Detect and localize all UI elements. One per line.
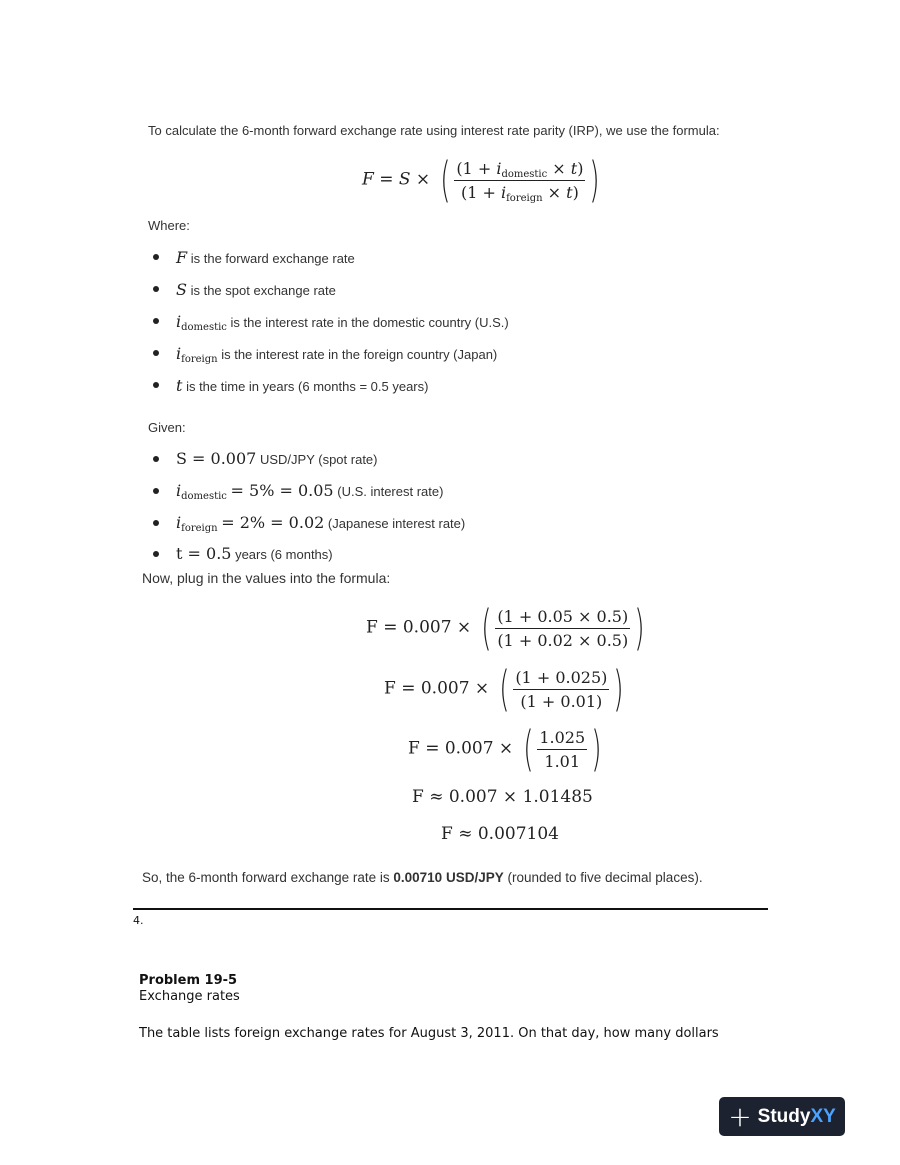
plus-icon: +	[728, 1099, 752, 1133]
calc-step-1: F = 0.007 × ( $\frac{(1 + 0.05 \times 0.5)}{(1 + 0.02 \times 0.5)}$ )	[366, 600, 645, 656]
calc-step-2: F = 0.007 × ( $\frac{(1 + 0.025)}{(1 + 0.01)}$ )	[384, 661, 624, 717]
given-item: $i_{foreign} = 2\% = 0.02$ (Japanese interest rate)	[176, 513, 466, 534]
definition-item: F is the forward exchange rate	[176, 248, 355, 267]
studyxy-logo	[719, 1097, 845, 1136]
bullet-dot	[153, 488, 159, 494]
section-divider	[133, 908, 768, 910]
logo-wordmark: StudyXY	[757, 1105, 836, 1127]
problem-text: The table lists foreign exchange rates for August 3, 2011. On that day, how many dollars	[139, 1026, 719, 1041]
intro-text: To calculate the 6-month forward exchange rate using interest rate parity (IRP), we use the formula:	[148, 123, 720, 138]
definition-item: $i_{domestic}$ is the interest rate in the domestic country (U.S.)	[176, 312, 509, 333]
irp-formula: F = S × ( $\frac{\text{(1 + idomestic × t)}}{\text{(1 + iforeign × t)}}$ )	[362, 152, 601, 208]
page-number: 4.	[133, 914, 144, 927]
bullet-dot	[153, 382, 159, 388]
definition-item: $i_{foreign}$ is the interest rate in the foreign country (Japan)	[176, 344, 498, 365]
bullet-dot	[153, 254, 159, 260]
given-item: t = 0.5 years (6 months)	[176, 544, 333, 563]
conclusion-text: So, the 6-month forward exchange rate is 0.00710 USD/JPY (rounded to five decimal places).	[142, 870, 703, 885]
problem-subtitle: Exchange rates	[139, 989, 240, 1004]
bullet-dot	[153, 551, 159, 557]
where-label: Where:	[148, 218, 190, 233]
definition-item: S is the spot exchange rate	[176, 280, 336, 299]
given-label: Given:	[148, 420, 186, 435]
calc-step-5: F ≈ 0.007104	[441, 824, 559, 844]
plug-in-text: Now, plug in the values into the formula:	[142, 570, 391, 586]
bullet-dot	[153, 456, 159, 462]
given-item: $i_{domestic} = 5\% = 0.05$ (U.S. interest rate)	[176, 481, 444, 502]
bullet-dot	[153, 350, 159, 356]
bullet-dot	[153, 520, 159, 526]
bullet-dot	[153, 286, 159, 292]
given-item: S = 0.007 USD/JPY (spot rate)	[176, 449, 378, 468]
problem-title: Problem 19-5	[139, 973, 238, 988]
definition-item: t is the time in years (6 months = 0.5 years)	[176, 376, 429, 395]
calc-step-3: F = 0.007 × ( $\frac{1.025}{1.01}$ )	[408, 721, 602, 777]
calc-step-4: F ≈ 0.007 × 1.01485	[412, 787, 593, 807]
bullet-dot	[153, 318, 159, 324]
